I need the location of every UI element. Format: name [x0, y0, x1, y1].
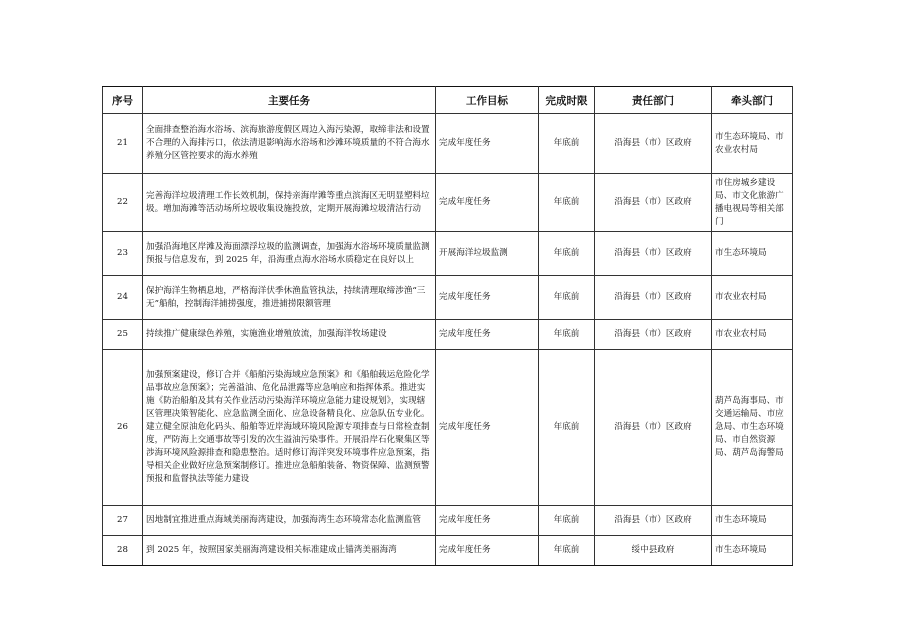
cell-num: 24	[103, 276, 143, 320]
header-task: 主要任务	[143, 87, 436, 114]
header-limit: 完成时限	[539, 87, 595, 114]
cell-num: 28	[103, 536, 143, 566]
cell-lead: 市住房城乡建设局、市文化旅游广播电视局等相关部门	[712, 174, 793, 232]
cell-resp: 沿海县（市）区政府	[595, 232, 712, 276]
cell-lead: 市生态环境局、市农业农村局	[712, 114, 793, 174]
table-row	[103, 174, 793, 232]
cell-task: 完善海洋垃圾清理工作长效机制，保持亲海岸滩等重点滨海区无明显塑料垃圾。增加海滩等活动场所垃圾收集设施投放，定期开展海滩垃圾清洁行动	[143, 174, 436, 232]
cell-num: 22	[103, 174, 143, 232]
cell-limit: 年底前	[539, 232, 595, 276]
header-goal: 工作目标	[436, 87, 539, 114]
cell-goal: 完成年度任务	[436, 174, 539, 232]
table-row	[103, 536, 793, 566]
cell-task: 全面排查整治海水浴场、滨海旅游度假区周边入海污染源，取缔非法和设置不合理的入海排污口，依法清退影响海水浴场和沙滩环境质量的不符合海水养殖分区管控要求的海水养殖	[143, 114, 436, 174]
cell-goal: 开展海洋垃圾监测	[436, 232, 539, 276]
cell-num: 23	[103, 232, 143, 276]
table-row	[103, 114, 793, 174]
cell-resp: 沿海县（市）区政府	[595, 276, 712, 320]
cell-limit: 年底前	[539, 506, 595, 536]
cell-resp: 沿海县（市）区政府	[595, 174, 712, 232]
cell-goal: 完成年度任务	[436, 114, 539, 174]
cell-num: 26	[103, 350, 143, 506]
cell-limit: 年底前	[539, 350, 595, 506]
cell-resp: 沿海县（市）区政府	[595, 350, 712, 506]
cell-limit: 年底前	[539, 320, 595, 350]
cell-limit: 年底前	[539, 536, 595, 566]
table-row	[103, 320, 793, 350]
cell-num: 27	[103, 506, 143, 536]
cell-num: 25	[103, 320, 143, 350]
cell-task: 到 2025 年，按照国家美丽海湾建设相关标准建成止锚湾美丽海湾	[143, 536, 436, 566]
cell-limit: 年底前	[539, 174, 595, 232]
cell-limit: 年底前	[539, 276, 595, 320]
table-header-row	[103, 87, 793, 114]
table-row	[103, 506, 793, 536]
cell-num: 21	[103, 114, 143, 174]
cell-goal: 完成年度任务	[436, 276, 539, 320]
cell-task: 因地制宜推进重点海域美丽海湾建设，加强海湾生态环境常态化监测监管	[143, 506, 436, 536]
table-row	[103, 232, 793, 276]
cell-goal: 完成年度任务	[436, 506, 539, 536]
header-num: 序号	[103, 87, 143, 114]
cell-resp: 绥中县政府	[595, 536, 712, 566]
header-lead: 牵头部门	[712, 87, 793, 114]
cell-goal: 完成年度任务	[436, 536, 539, 566]
cell-resp: 沿海县（市）区政府	[595, 114, 712, 174]
cell-task: 加强预案建设，修订合并《船舶污染海域应急预案》和《船舶载运危险化学品事故应急预案》；完善溢油、危化品泄露等应急响应和指挥体系。推进实施《防治船舶及其有关作业活动污染海洋环境应急能力建设规划》，实现辖区管理决策智能化、应急监测全面化、应急设备精良化、应急队伍专业化。建立健全原油危化码头、船舶等近岸海域环境风险源专项排查与日常检查制度，严防海上交通事故等引发的次生溢油污染事件。开展沿岸石化聚集区等涉海环境风险源排查和隐患整治。适时修订海洋突发环境事件应急预案，指导相关企业做好应急预案制修订。推进应急船舶装备、物资保障、监测预警预报和监督执法等能力建设	[143, 350, 436, 506]
cell-lead: 市生态环境局	[712, 232, 793, 276]
cell-goal: 完成年度任务	[436, 320, 539, 350]
cell-goal: 完成年度任务	[436, 350, 539, 506]
cell-lead: 葫芦岛海事局、市交通运输局、市应急局、市生态环境局、市自然资源局、葫芦岛海警局	[712, 350, 793, 506]
cell-lead: 市生态环境局	[712, 536, 793, 566]
cell-limit: 年底前	[539, 114, 595, 174]
cell-lead: 市农业农村局	[712, 276, 793, 320]
cell-lead: 市农业农村局	[712, 320, 793, 350]
cell-lead: 市生态环境局	[712, 506, 793, 536]
cell-task: 保护海洋生物栖息地，严格海洋伏季休渔监管执法，持续清理取缔涉渔“三无”船舶，控制海洋捕捞强度，推进捕捞限额管理	[143, 276, 436, 320]
table-row	[103, 276, 793, 320]
cell-task: 持续推广健康绿色养殖，实施渔业增殖放流，加强海洋牧场建设	[143, 320, 436, 350]
header-resp: 责任部门	[595, 87, 712, 114]
cell-resp: 沿海县（市）区政府	[595, 506, 712, 536]
table-row	[103, 350, 793, 506]
cell-resp: 沿海县（市）区政府	[595, 320, 712, 350]
cell-task: 加强沿海地区岸滩及海面漂浮垃圾的监测调查，加强海水浴场环境质量监测预报与信息发布，到 2025 年，沿海重点海水浴场水质稳定在良好以上	[143, 232, 436, 276]
task-table	[102, 86, 793, 566]
